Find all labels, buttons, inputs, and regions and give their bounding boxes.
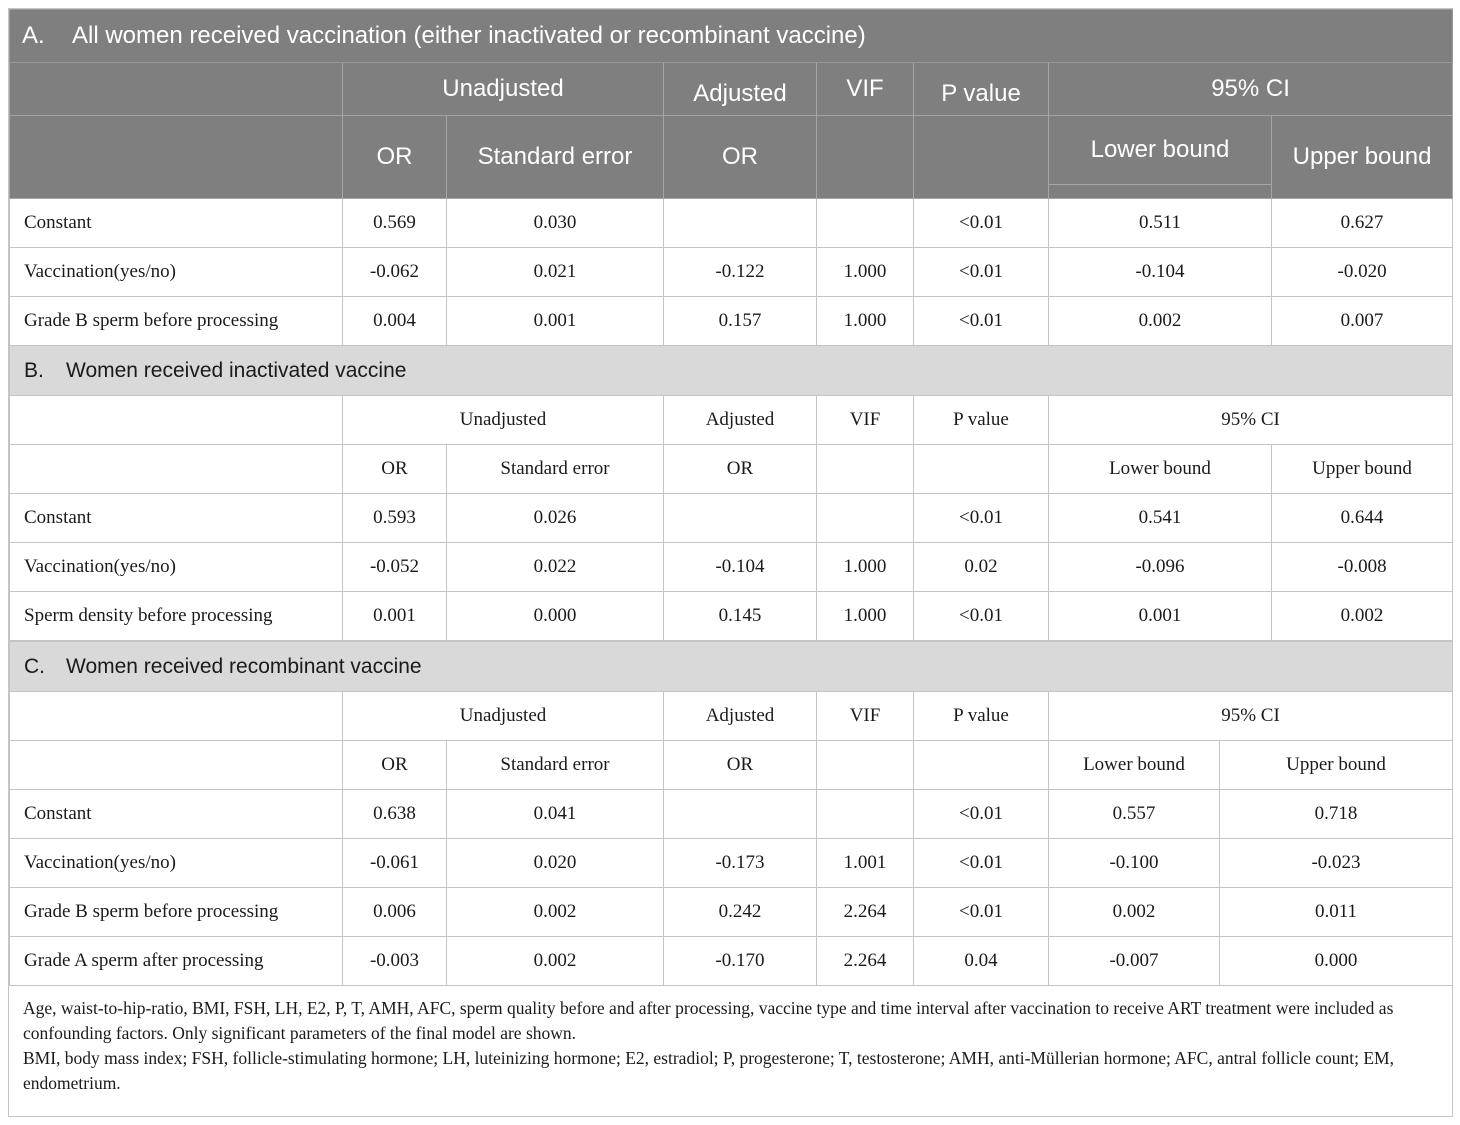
cell-vif [817, 494, 914, 543]
cell-se: 0.021 [447, 248, 664, 297]
footnote-abbreviations: BMI, body mass index; FSH, follicle-stimulating hormone; LH, luteinizing hormone; E2, estradiol; P, progesterone; T, testosterone; AMH, anti-Müllerian hormone; AFC, antral follicle count; EM, endometrium. [23, 1048, 1394, 1093]
cell-upper-bound: 0.007 [1272, 297, 1453, 346]
header-or: OR [343, 445, 447, 494]
section-c-header-row-2 [10, 741, 1453, 790]
header-95ci: 95% CI [1049, 63, 1453, 116]
cell-p-value: <0.01 [914, 839, 1049, 888]
cell-p-value: <0.01 [914, 297, 1049, 346]
regression-table [8, 8, 1453, 1117]
row-label: Constant [10, 790, 343, 839]
cell-or: 0.004 [343, 297, 447, 346]
cell-se: 0.041 [447, 790, 664, 839]
cell-vif: 2.264 [817, 888, 914, 937]
cell-or: 0.006 [343, 888, 447, 937]
cell-lower-bound: 0.002 [1049, 297, 1272, 346]
cell-upper-bound: 0.718 [1220, 790, 1453, 839]
row-label: Vaccination(yes/no) [10, 839, 343, 888]
header-adjusted-or: OR [664, 116, 817, 199]
header-p-value: P value [914, 396, 1049, 445]
cell-vif: 2.264 [817, 937, 914, 986]
header-lower-bound-cell [1049, 116, 1272, 199]
cell-p-value: <0.01 [914, 592, 1049, 641]
cell-or: -0.003 [343, 937, 447, 986]
header-empty [10, 116, 343, 199]
header-vif: VIF [817, 63, 914, 116]
cell-lower-bound: -0.104 [1049, 248, 1272, 297]
cell-adjusted-or: -0.122 [664, 248, 817, 297]
header-lower-bound: Lower bound [1049, 116, 1271, 185]
cell-or: -0.061 [343, 839, 447, 888]
row-label: Constant [10, 494, 343, 543]
cell-or: -0.052 [343, 543, 447, 592]
header-adjusted: Adjusted [664, 692, 817, 741]
cell-upper-bound: 0.644 [1272, 494, 1453, 543]
header-vif: VIF [817, 692, 914, 741]
header-empty [10, 741, 343, 790]
section-a-title [10, 10, 1453, 63]
cell-lower-bound: 0.511 [1049, 199, 1272, 248]
cell-se: 0.026 [447, 494, 664, 543]
cell-upper-bound: 0.011 [1220, 888, 1453, 937]
section-a-letter: A. [22, 22, 45, 49]
table-section-c [9, 641, 1453, 986]
cell-or: 0.569 [343, 199, 447, 248]
cell-adjusted-or [664, 790, 817, 839]
header-empty [817, 445, 914, 494]
section-a-title-text: All women received vaccination (either inactivated or recombinant vaccine) [72, 22, 866, 49]
cell-upper-bound: 0.627 [1272, 199, 1453, 248]
section-a-header-row-2 [10, 116, 1453, 199]
section-b-letter: B. [24, 358, 44, 382]
header-lower-bound: Lower bound [1049, 741, 1220, 790]
row-label: Grade B sperm before processing [10, 888, 343, 937]
header-empty [914, 445, 1049, 494]
header-upper-bound: Upper bound [1220, 741, 1453, 790]
header-empty [10, 396, 343, 445]
footnote-confounders: Age, waist-to-hip-ratio, BMI, FSH, LH, E2, P, T, AMH, AFC, sperm quality before and after processing, vaccine type and time interval after vaccination to receive ART treatment were included as confounding factors. Only significant parameters of the final model are shown. [23, 998, 1394, 1043]
cell-p-value: <0.01 [914, 494, 1049, 543]
section-b-header-row-2 [10, 445, 1453, 494]
header-unadjusted: Unadjusted [343, 63, 664, 116]
row-label: Sperm density before processing [10, 592, 343, 641]
header-95ci: 95% CI [1049, 692, 1453, 741]
row-label: Grade A sperm after processing [10, 937, 343, 986]
cell-or: -0.062 [343, 248, 447, 297]
cell-se: 0.000 [447, 592, 664, 641]
cell-adjusted-or: 0.242 [664, 888, 817, 937]
cell-upper-bound: -0.008 [1272, 543, 1453, 592]
header-adjusted-or: OR [664, 741, 817, 790]
header-empty [10, 692, 343, 741]
cell-upper-bound: -0.023 [1220, 839, 1453, 888]
cell-upper-bound: -0.020 [1272, 248, 1453, 297]
cell-vif: 1.000 [817, 297, 914, 346]
header-p-value: P value [914, 63, 1049, 116]
section-b-header-row-1 [10, 396, 1453, 445]
table-row [10, 543, 1453, 592]
cell-vif: 1.001 [817, 839, 914, 888]
cell-lower-bound: 0.557 [1049, 790, 1220, 839]
cell-or: 0.638 [343, 790, 447, 839]
cell-or: 0.001 [343, 592, 447, 641]
header-standard-error: Standard error [447, 741, 664, 790]
cell-or: 0.593 [343, 494, 447, 543]
header-or: OR [343, 116, 447, 199]
cell-se: 0.001 [447, 297, 664, 346]
cell-p-value: <0.01 [914, 199, 1049, 248]
row-label: Vaccination(yes/no) [10, 543, 343, 592]
header-standard-error: Standard error [447, 116, 664, 199]
table-row [10, 199, 1453, 248]
header-empty [817, 741, 914, 790]
table-row [10, 790, 1453, 839]
table-row [10, 592, 1453, 641]
cell-adjusted-or: -0.170 [664, 937, 817, 986]
header-adjusted-or: OR [664, 445, 817, 494]
cell-adjusted-or [664, 199, 817, 248]
header-standard-error: Standard error [447, 445, 664, 494]
section-b-title-text: Women received inactivated vaccine [66, 358, 407, 382]
header-vif: VIF [817, 396, 914, 445]
cell-p-value: <0.01 [914, 888, 1049, 937]
cell-upper-bound: 0.002 [1272, 592, 1453, 641]
cell-p-value: <0.01 [914, 248, 1049, 297]
cell-p-value: 0.04 [914, 937, 1049, 986]
section-b-title-row [10, 346, 1453, 396]
header-95ci: 95% CI [1049, 396, 1453, 445]
table-footnote [9, 986, 1452, 1104]
header-adjusted: Adjusted [664, 63, 817, 116]
table-row [10, 494, 1453, 543]
table-sections-a-b [9, 9, 1453, 641]
cell-se: 0.020 [447, 839, 664, 888]
header-empty [914, 741, 1049, 790]
cell-lower-bound: 0.002 [1049, 888, 1220, 937]
header-lower-bound: Lower bound [1049, 445, 1272, 494]
cell-upper-bound: 0.000 [1220, 937, 1453, 986]
cell-lower-bound: -0.096 [1049, 543, 1272, 592]
table-row [10, 888, 1453, 937]
header-empty [10, 63, 343, 116]
cell-adjusted-or: -0.173 [664, 839, 817, 888]
cell-vif [817, 199, 914, 248]
row-label: Constant [10, 199, 343, 248]
cell-lower-bound: 0.541 [1049, 494, 1272, 543]
cell-adjusted-or [664, 494, 817, 543]
header-unadjusted: Unadjusted [343, 396, 664, 445]
cell-lower-bound: 0.001 [1049, 592, 1272, 641]
cell-vif [817, 790, 914, 839]
cell-vif: 1.000 [817, 248, 914, 297]
cell-lower-bound: -0.100 [1049, 839, 1220, 888]
header-upper-bound: Upper bound [1272, 445, 1453, 494]
section-a-header-row-1 [10, 63, 1453, 116]
cell-p-value: <0.01 [914, 790, 1049, 839]
row-label: Vaccination(yes/no) [10, 248, 343, 297]
section-c-letter: C. [24, 654, 45, 678]
cell-adjusted-or: -0.104 [664, 543, 817, 592]
header-empty [914, 116, 1049, 199]
header-adjusted: Adjusted [664, 396, 817, 445]
cell-adjusted-or: 0.157 [664, 297, 817, 346]
cell-se: 0.002 [447, 937, 664, 986]
cell-p-value: 0.02 [914, 543, 1049, 592]
section-c-header-row-1 [10, 692, 1453, 741]
cell-se: 0.030 [447, 199, 664, 248]
cell-adjusted-or: 0.145 [664, 592, 817, 641]
section-c-title-row [10, 642, 1453, 692]
table-row [10, 297, 1453, 346]
header-p-value: P value [914, 692, 1049, 741]
header-upper-bound: Upper bound [1272, 116, 1453, 199]
row-label: Grade B sperm before processing [10, 297, 343, 346]
cell-vif: 1.000 [817, 592, 914, 641]
header-or: OR [343, 741, 447, 790]
header-empty [817, 116, 914, 199]
table-row [10, 937, 1453, 986]
cell-se: 0.022 [447, 543, 664, 592]
table-row [10, 248, 1453, 297]
section-b-title [10, 346, 1453, 396]
table-row [10, 839, 1453, 888]
cell-lower-bound: -0.007 [1049, 937, 1220, 986]
section-c-title [10, 642, 1453, 692]
section-c-title-text: Women received recombinant vaccine [66, 654, 422, 678]
header-unadjusted: Unadjusted [343, 692, 664, 741]
section-a-title-row [10, 10, 1453, 63]
header-empty [10, 445, 343, 494]
cell-se: 0.002 [447, 888, 664, 937]
cell-vif: 1.000 [817, 543, 914, 592]
